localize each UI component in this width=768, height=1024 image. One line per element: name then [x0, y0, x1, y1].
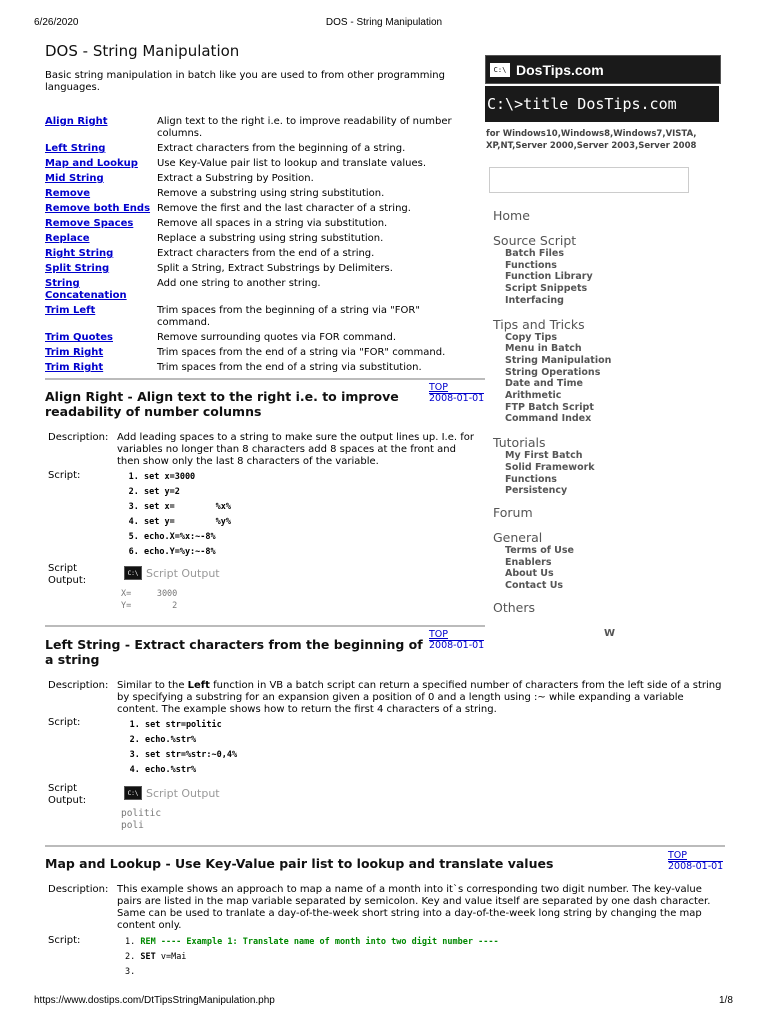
script-output-header — [124, 566, 220, 580]
section-divider — [45, 378, 485, 380]
section-description: Add leading spaces to a string to make sure the output lines up. I.e. for variables no longer than 8 characters add 8 spaces at the front and then show only the last 8 characters of the variable. — [117, 432, 474, 467]
toc-link[interactable]: Right String — [45, 248, 114, 259]
toc-description: Split a String, Extract Substrings by Delimiters. — [157, 263, 393, 274]
desc-pre: Similar to the — [117, 680, 188, 691]
script-line: REM ---- Example 1: Translate name of month into two digit number ---- — [140, 937, 499, 947]
nav-heading[interactable]: Tutorials — [493, 435, 546, 451]
section-divider — [45, 845, 725, 847]
nav-heading[interactable]: Source Script — [493, 233, 577, 248]
toc-description: Trim spaces from the end of a string via substitution. — [157, 362, 422, 373]
desc-bold: Left — [187, 680, 210, 691]
script-output-label: Script Output: — [48, 783, 87, 806]
toc-row — [45, 278, 475, 302]
toc-description: Extract characters from the beginning of a string. — [157, 143, 406, 154]
toc-row — [45, 173, 475, 185]
nav-item[interactable]: Batch Files — [505, 248, 564, 259]
nav-item[interactable]: Copy Tips — [505, 331, 557, 343]
section-title-left-string: Left String - Extract characters from the beginning of a string — [45, 637, 423, 667]
description-label: Description: — [48, 884, 109, 895]
top-link[interactable]: TOP — [429, 629, 449, 640]
nav-heading[interactable]: Others — [493, 599, 536, 615]
toc-description: Remove all spaces in a string via substitution. — [157, 218, 388, 229]
toc-row — [45, 116, 475, 140]
section-title-align-right: Align Right - Align text to the right i.e. to improve readability of number columns — [45, 389, 399, 419]
print-title: DOS - String Manipulation — [325, 17, 443, 28]
nav-item[interactable]: Contact Us — [505, 580, 564, 592]
toc-description: Trim spaces from the end of a string via "FOR" command. — [157, 347, 446, 358]
toc-link[interactable]: Remove Spaces — [45, 218, 134, 229]
toc-row — [45, 143, 475, 155]
nav-item[interactable]: Menu in Batch — [505, 343, 582, 355]
toc-row — [45, 332, 475, 344]
script-line-kw: SET — [140, 952, 156, 962]
toc-table — [45, 116, 475, 377]
toc-description: Align text to the right i.e. to improve readability of number columns. — [157, 116, 452, 139]
description-label: Description: — [48, 680, 109, 691]
search-input[interactable] — [489, 167, 689, 193]
nav-heading[interactable]: Tips and Tricks — [493, 316, 585, 332]
top-link[interactable]: TOP — [668, 850, 688, 861]
windows-versions: for Windows10,Windows8,Windows7,VISTA, XP,NT,Server 2000,Server 2003,Server 2008 — [486, 129, 697, 151]
script-output: X= 3000 Y= 2 — [121, 589, 178, 611]
section-date: 2008-01-01 — [668, 861, 724, 872]
toc-description: Replace a substring using string substitution. — [157, 233, 384, 244]
page-number: 1/8 — [719, 995, 733, 1006]
nav-item[interactable]: Solid Framework — [505, 461, 595, 473]
script-output-title: Script Output — [146, 566, 220, 580]
top-link-box — [429, 383, 484, 404]
nav-item[interactable]: Functions — [505, 473, 557, 485]
toc-row — [45, 203, 475, 215]
toc-description: Remove a substring using string substitution. — [157, 188, 385, 199]
script-line: 4. set y= %y% — [144, 515, 460, 530]
nav-item[interactable]: Script Snippets — [505, 283, 588, 295]
script-line: 5. echo.X=%x:~-8% — [144, 530, 460, 545]
toc-row — [45, 263, 475, 275]
script-label: Script: — [48, 717, 81, 728]
script-line: 3. set x= %x% — [144, 500, 460, 515]
nav-heading[interactable]: Forum — [493, 504, 533, 520]
cmd-icon: C:\ — [490, 63, 510, 77]
section-description: This example shows an approach to map a name of a month into it`s corresponding two digit number. The key-value pairs are listed in the map variable separated by semicolon. Key and value itself are separated by one dash character. Same can be used to tranlate a day-of-the-week short string into a day-of-the-week long string by changing the map content only. — [117, 884, 711, 931]
script-line: 1. set x=3000 — [144, 470, 460, 485]
nav-heading[interactable]: General — [493, 529, 543, 545]
nav-item[interactable]: Interfacing — [505, 294, 564, 306]
section-date: 2008-01-01 — [429, 393, 485, 404]
script-output-label: Script Output: — [48, 563, 87, 586]
toc-link[interactable]: Remove — [45, 188, 91, 199]
toc-link[interactable]: String Concatenation — [45, 278, 127, 301]
top-link[interactable]: TOP — [429, 382, 449, 393]
script-line: v=Mai — [155, 952, 187, 962]
toc-link[interactable]: Trim Right — [45, 347, 104, 358]
toc-row — [45, 158, 475, 170]
toc-row — [45, 188, 475, 200]
script-output-header — [124, 786, 220, 800]
toc-description: Trim spaces from the beginning of a string via "FOR" command. — [157, 305, 420, 328]
toc-link[interactable]: Split String — [45, 263, 110, 274]
toc-link[interactable]: Left String — [45, 143, 106, 154]
nav-item[interactable]: My First Batch — [505, 450, 583, 462]
script-line: 2. set y=2 — [144, 485, 460, 500]
section-date: 2008-01-01 — [429, 640, 485, 651]
nav-item[interactable]: Date and Time — [505, 378, 583, 390]
toc-description: Extract a Substring by Position. — [157, 173, 314, 184]
sidebar-nav — [493, 208, 733, 615]
toc-link[interactable]: Trim Quotes — [45, 332, 113, 343]
script-output: politic poli — [121, 808, 162, 831]
page-url: https://www.dostips.com/DtTipsStringManipulation.php — [34, 995, 275, 1006]
section-divider — [45, 625, 485, 627]
description-label: Description: — [48, 432, 109, 443]
toc-link[interactable]: Trim Left — [45, 305, 96, 316]
nav-item[interactable]: String Manipulation — [505, 354, 612, 366]
nav-item[interactable]: String Operations — [505, 366, 601, 378]
toc-row — [45, 347, 475, 359]
nav-item[interactable]: Terms of Use — [505, 544, 574, 556]
script-block — [145, 718, 485, 778]
toc-description: Remove the first and the last character of a string. — [157, 203, 411, 214]
page-intro: Basic string manipulation in batch like you are used to from other programming languages. — [45, 70, 445, 93]
toc-row — [45, 248, 475, 260]
cmd-icon: C:\ — [124, 786, 142, 800]
top-link-box — [429, 630, 484, 651]
print-date: 6/26/2020 — [34, 17, 79, 28]
toc-description: Add one string to another string. — [157, 278, 321, 289]
desc-post: function in VB a batch script can return a specified number of characters from the left side of a string by specifying a substring for an expansion given a position of 0 and a length using :~ while expanding a variable content. The example shows how to return the first 4 characters of a string. — [117, 680, 722, 715]
script-label: Script: — [48, 470, 81, 481]
script-line: 2. echo.%str% — [145, 733, 485, 748]
script-line: 6. echo.Y=%y:~-8% — [144, 545, 460, 560]
nav-heading[interactable]: Home — [493, 208, 530, 223]
site-logo[interactable] — [485, 55, 721, 84]
nav-item[interactable]: Command Index — [505, 413, 592, 425]
script-block — [120, 470, 460, 560]
section-title-map-lookup: Map and Lookup - Use Key-Value pair list to lookup and translate values — [45, 856, 554, 871]
script-block: 1. REM ---- Example 1: Translate name of month into two digit number ---- 2. SET v=Mai 3. — [125, 935, 685, 980]
toc-description: Remove surrounding quotes via FOR command. — [157, 332, 397, 343]
toc-link[interactable]: Replace — [45, 233, 90, 244]
stray-glyph: W — [604, 628, 616, 639]
toc-row — [45, 218, 475, 230]
toc-row — [45, 233, 475, 245]
script-line: 4. echo.%str% — [145, 763, 485, 778]
nav-item[interactable]: Arithmetic — [505, 390, 562, 402]
cmd-icon: C:\ — [124, 566, 142, 580]
toc-link[interactable]: Align Right — [45, 116, 108, 127]
logo-text: DosTips.com — [516, 61, 604, 78]
toc-link[interactable]: Trim Right — [45, 362, 104, 373]
nav-item[interactable]: Functions — [505, 259, 557, 271]
script-line: 3. set str=%str:~0,4% — [145, 748, 485, 763]
nav-item[interactable]: Persistency — [505, 485, 568, 497]
top-link-box — [668, 851, 723, 872]
cmdline-banner: C:\>title DosTips.com — [485, 86, 719, 122]
script-label: Script: — [48, 935, 81, 946]
toc-link[interactable]: Remove both Ends — [45, 203, 151, 214]
nav-item[interactable]: FTP Batch Script — [505, 401, 594, 413]
script-output-title: Script Output — [146, 786, 220, 800]
toc-row — [45, 305, 475, 329]
nav-item[interactable]: About Us — [505, 568, 554, 580]
toc-row — [45, 362, 475, 374]
nav-item[interactable]: Function Library — [505, 271, 593, 283]
script-line: 1. set str=politic — [145, 718, 485, 733]
script-line: 3. — [125, 967, 136, 977]
page-title: DOS - String Manipulation — [45, 42, 240, 60]
section-description — [117, 680, 722, 716]
nav-item[interactable]: Enablers — [505, 556, 552, 568]
toc-link[interactable]: Mid String — [45, 173, 104, 184]
toc-link[interactable]: Map and Lookup — [45, 158, 138, 169]
toc-description: Use Key-Value pair list to lookup and translate values. — [157, 158, 427, 169]
toc-description: Extract characters from the end of a string. — [157, 248, 375, 259]
